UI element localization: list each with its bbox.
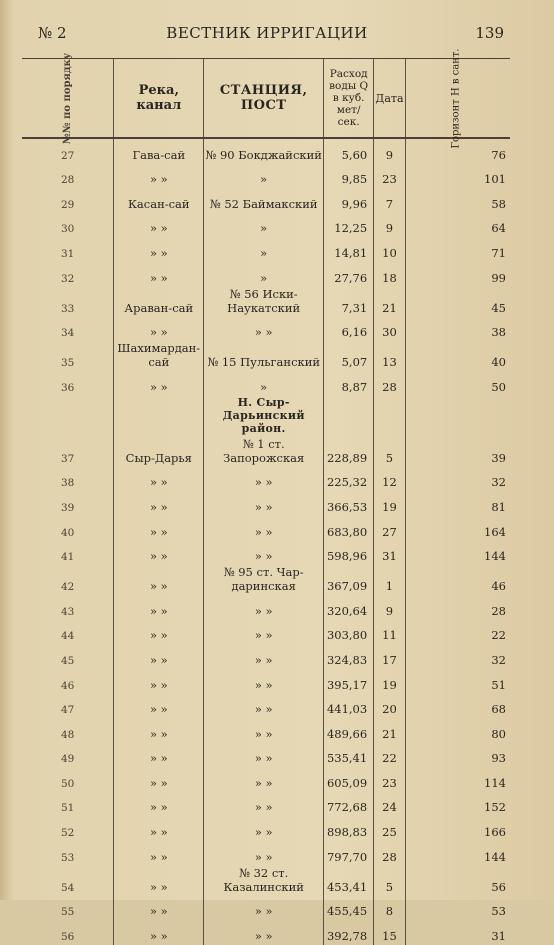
station-cell: » » [204,816,324,841]
table-body-a [22,138,510,396]
horizon-cell: 68 [405,694,510,719]
discharge-cell: 324,83 [324,644,374,669]
station-cell: № 90 Бокджайский [204,138,324,164]
date-cell: 21 [374,287,406,317]
row-number: 34 [60,327,75,340]
horizon-cell: 152 [405,792,510,817]
date-cell: 7 [374,188,406,213]
horizon-cell: 99 [405,262,510,287]
col-header-station: СТАНЦИЯ, ПОСТ [204,59,324,139]
station-cell: » [204,371,324,396]
station-cell: » » [204,644,324,669]
col-header-date: Дата [374,59,406,139]
horizon-cell: 31 [405,920,510,945]
row-number: 46 [60,679,75,692]
col-header-river: Река, канал [114,59,204,139]
discharge-cell: 455,45 [324,896,374,921]
section-title: Н. Сыр-Дарьинский район. [204,396,324,437]
date-cell: 9 [374,213,406,238]
horizon-cell: 101 [405,164,510,189]
row-number: 35 [60,357,75,370]
table-row [22,541,510,566]
discharge-cell: 8,87 [324,371,374,396]
horizon-cell: 56 [405,866,510,896]
horizon-cell: 76 [405,138,510,164]
row-number: 33 [60,302,75,315]
date-cell: 5 [374,437,406,467]
date-cell: 9 [374,595,406,620]
river-cell: » » [114,841,204,866]
issue-number: № 2 [38,24,67,42]
river-cell: Сыр-Дарья [114,437,204,467]
table-row [22,595,510,620]
table-row [22,644,510,669]
discharge-cell: 27,76 [324,262,374,287]
horizon-cell: 45 [405,287,510,317]
row-number: 45 [60,654,75,667]
station-cell: № 1 ст. Запорожская [204,437,324,467]
date-cell: 30 [374,317,406,342]
station-cell: » [204,213,324,238]
river-cell: » » [114,896,204,921]
table-row [22,237,510,262]
river-cell: » » [114,920,204,945]
row-number: 41 [60,551,75,564]
date-cell: 18 [374,262,406,287]
discharge-cell: 9,85 [324,164,374,189]
row-number: 47 [60,704,75,717]
horizon-cell: 80 [405,718,510,743]
station-cell: » » [204,595,324,620]
row-number: 37 [60,452,75,465]
discharge-cell: 7,31 [324,287,374,317]
date-cell: 11 [374,620,406,645]
table-row [22,341,510,371]
discharge-cell: 9,96 [324,188,374,213]
table-row [22,188,510,213]
row-number: 28 [60,174,75,187]
river-cell: Касан-сай [114,188,204,213]
table-row [22,317,510,342]
date-cell: 31 [374,541,406,566]
discharge-cell: 598,96 [324,541,374,566]
date-cell: 12 [374,467,406,492]
river-cell: » » [114,718,204,743]
discharge-cell: 6,16 [324,317,374,342]
date-cell: 8 [374,896,406,921]
discharge-cell: 605,09 [324,767,374,792]
river-cell: » » [114,816,204,841]
table-row [22,743,510,768]
river-cell: » » [114,595,204,620]
section-body [22,396,510,437]
table-row [22,718,510,743]
river-cell: » » [114,467,204,492]
station-cell: № 56 Иски-Наукатский [204,287,324,317]
date-cell: 28 [374,841,406,866]
river-cell: » » [114,743,204,768]
table-row [22,620,510,645]
row-number: 29 [60,198,75,211]
river-cell: » » [114,237,204,262]
table-row [22,287,510,317]
date-cell: 15 [374,920,406,945]
date-cell: 19 [374,491,406,516]
discharge-cell: 441,03 [324,694,374,719]
page-header [30,22,504,46]
discharge-table [22,47,510,945]
date-cell: 27 [374,516,406,541]
station-cell: » [204,164,324,189]
discharge-cell: 5,07 [324,341,374,371]
horizon-cell: 144 [405,541,510,566]
river-cell: » » [114,620,204,645]
table-row [22,262,510,287]
station-cell: » » [204,743,324,768]
date-cell: 19 [374,669,406,694]
station-cell: » » [204,317,324,342]
row-number: 39 [60,501,75,514]
section-row [22,396,510,437]
river-cell: » » [114,767,204,792]
horizon-cell: 51 [405,669,510,694]
horizon-cell: 81 [405,491,510,516]
table-row [22,669,510,694]
date-cell: 20 [374,694,406,719]
river-cell: » » [114,565,204,595]
horizon-cell: 50 [405,371,510,396]
horizon-cell: 58 [405,188,510,213]
row-number: 31 [60,247,75,260]
river-cell: Шахимардан-сай [114,341,204,371]
horizon-cell: 46 [405,565,510,595]
discharge-cell: 797,70 [324,841,374,866]
station-cell: » » [204,467,324,492]
table-row [22,516,510,541]
station-cell: № 95 ст. Чар-даринская [204,565,324,595]
horizon-cell: 164 [405,516,510,541]
row-number: 42 [60,581,75,594]
row-number: 54 [60,881,75,894]
station-cell: » » [204,541,324,566]
river-cell: Гава-сай [114,138,204,164]
discharge-cell: 772,68 [324,792,374,817]
horizon-cell: 53 [405,896,510,921]
discharge-cell: 303,80 [324,620,374,645]
station-cell: № 15 Пульганский [204,341,324,371]
table-row [22,920,510,945]
station-cell: » » [204,718,324,743]
table-row [22,816,510,841]
station-cell: № 32 ст. Казалинский [204,866,324,896]
discharge-cell: 367,09 [324,565,374,595]
discharge-cell: 535,41 [324,743,374,768]
row-number: 55 [60,906,75,919]
station-cell: » » [204,792,324,817]
table-row [22,841,510,866]
horizon-cell: 144 [405,841,510,866]
river-cell: » » [114,164,204,189]
river-cell: » » [114,541,204,566]
station-cell: № 52 Баймакский [204,188,324,213]
station-cell: » » [204,491,324,516]
col-header-num: №№ по порядку [22,59,114,139]
row-number: 49 [60,753,75,766]
station-cell: » » [204,841,324,866]
discharge-cell: 320,64 [324,595,374,620]
row-number: 56 [60,930,75,943]
row-number: 53 [60,851,75,864]
river-cell: » » [114,491,204,516]
discharge-cell: 683,80 [324,516,374,541]
date-cell: 25 [374,816,406,841]
table-row [22,213,510,238]
table-header-row [22,59,510,139]
table-row [22,491,510,516]
discharge-cell: 392,78 [324,920,374,945]
river-cell: » » [114,792,204,817]
date-cell: 10 [374,237,406,262]
table-row [22,138,510,164]
river-cell: » » [114,213,204,238]
discharge-cell: 453,41 [324,866,374,896]
row-number: 27 [60,149,75,162]
col-header-horizon: Горизонт Н в сант. [405,59,510,139]
station-cell: » » [204,896,324,921]
river-cell: » » [114,644,204,669]
station-cell: » » [204,920,324,945]
station-cell: » » [204,620,324,645]
discharge-cell: 5,60 [324,138,374,164]
row-number: 44 [60,630,75,643]
date-cell: 23 [374,164,406,189]
table-row [22,467,510,492]
station-cell: » » [204,767,324,792]
row-number: 48 [60,728,75,741]
row-number: 51 [60,802,75,815]
row-number: 36 [60,381,75,394]
river-cell: » » [114,371,204,396]
horizon-cell: 38 [405,317,510,342]
station-cell: » [204,262,324,287]
horizon-cell: 71 [405,237,510,262]
row-number: 32 [60,272,75,285]
river-cell: » » [114,866,204,896]
horizon-cell: 32 [405,644,510,669]
table-row [22,792,510,817]
horizon-cell: 114 [405,767,510,792]
discharge-cell: 395,17 [324,669,374,694]
date-cell: 22 [374,743,406,768]
date-cell: 13 [374,341,406,371]
date-cell: 5 [374,866,406,896]
page-number: 139 [475,24,504,42]
table-row [22,164,510,189]
horizon-cell: 39 [405,437,510,467]
river-cell: » » [114,262,204,287]
horizon-cell: 93 [405,743,510,768]
date-cell: 17 [374,644,406,669]
horizon-cell: 166 [405,816,510,841]
horizon-cell: 32 [405,467,510,492]
date-cell: 28 [374,371,406,396]
date-cell: 24 [374,792,406,817]
station-cell: » » [204,694,324,719]
river-cell: » » [114,669,204,694]
table-row [22,694,510,719]
row-number: 40 [60,526,75,539]
horizon-cell: 40 [405,341,510,371]
river-cell: » » [114,317,204,342]
table-row [22,437,510,467]
table-row [22,767,510,792]
row-number: 43 [60,605,75,618]
horizon-cell: 28 [405,595,510,620]
discharge-cell: 898,83 [324,816,374,841]
row-number: 52 [60,827,75,840]
col-header-discharge: Расход воды Q в куб. мет/сек. [324,59,374,139]
row-number: 30 [60,223,75,236]
station-cell: » » [204,669,324,694]
table-row [22,371,510,396]
discharge-cell: 225,32 [324,467,374,492]
station-cell: » [204,237,324,262]
table-row [22,565,510,595]
row-number: 50 [60,777,75,790]
discharge-cell: 228,89 [324,437,374,467]
horizon-cell: 64 [405,213,510,238]
discharge-cell: 489,66 [324,718,374,743]
discharge-cell: 12,25 [324,213,374,238]
date-cell: 21 [374,718,406,743]
date-cell: 1 [374,565,406,595]
table-row [22,896,510,921]
river-cell: » » [114,694,204,719]
table-body-b [22,437,510,945]
table-row [22,866,510,896]
river-cell: Араван-сай [114,287,204,317]
journal-title: ВЕСТНИК ИРРИГАЦИИ [166,24,368,42]
discharge-cell: 14,81 [324,237,374,262]
discharge-cell: 366,53 [324,491,374,516]
date-cell: 9 [374,138,406,164]
horizon-cell: 22 [405,620,510,645]
station-cell: » » [204,516,324,541]
date-cell: 23 [374,767,406,792]
row-number: 38 [60,477,75,490]
river-cell: » » [114,516,204,541]
